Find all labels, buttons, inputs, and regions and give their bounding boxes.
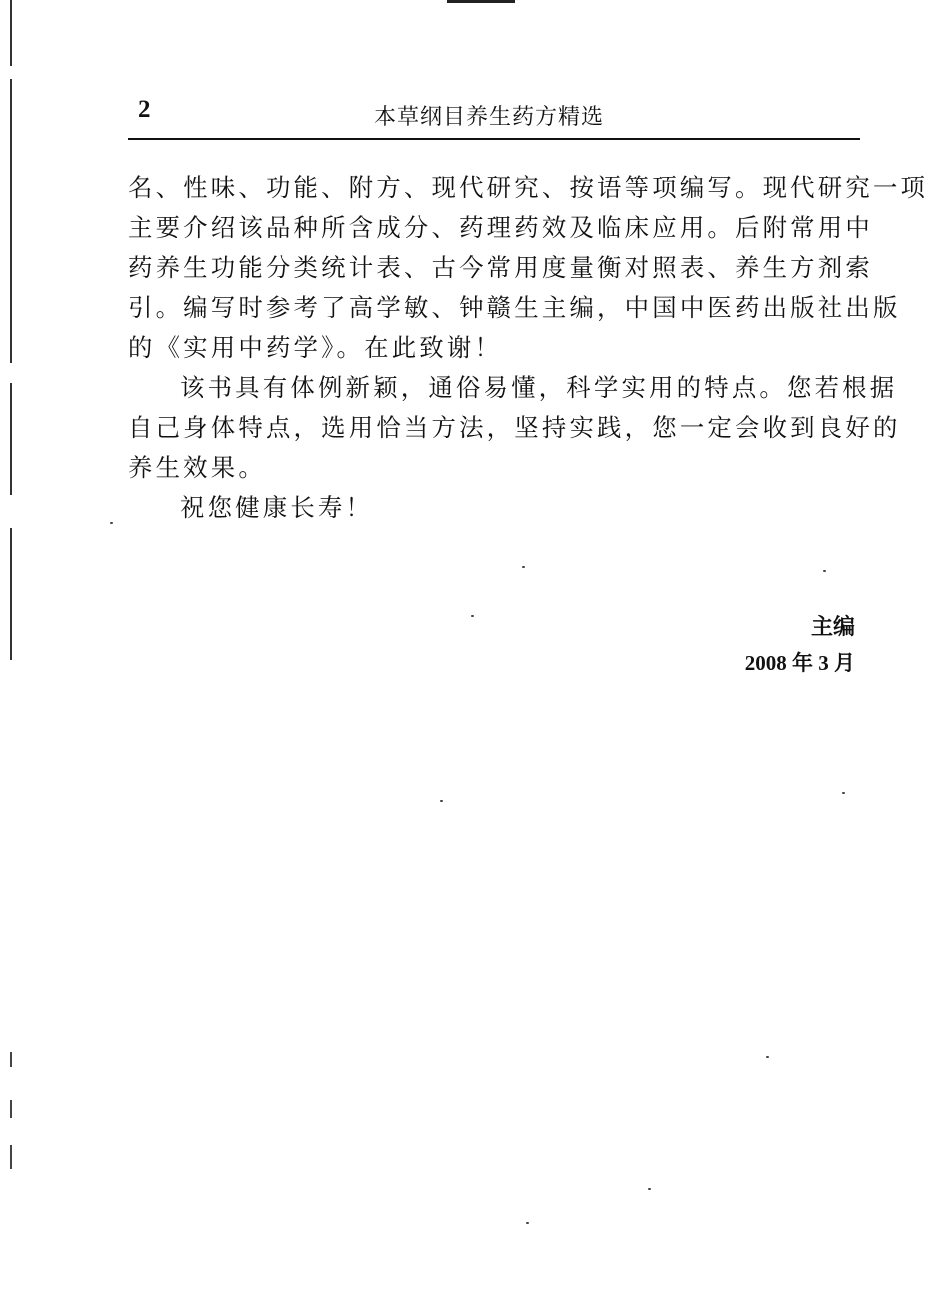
text-line: 祝您健康长寿！ — [180, 493, 374, 522]
text-line: 名、性味、功能、附方、现代研究、按语等项编写。现代研究一项 — [128, 173, 929, 202]
text-line: 该书具有体例新颖，通俗易懂，科学实用的特点。您若根据 — [180, 373, 898, 402]
page-header — [128, 96, 860, 140]
page-number: 2 — [138, 96, 151, 123]
text-line: 主要介绍该品种所含成分、药理药效及临床应用。后附常用中 — [128, 213, 873, 242]
text-line: 养生效果。 — [128, 453, 266, 482]
scan-speck — [522, 566, 525, 568]
scan-edge-mark — [447, 0, 515, 3]
binding-edge-line — [10, 0, 12, 660]
scan-speck — [110, 522, 113, 524]
body-text — [128, 168, 929, 528]
running-title: 本草纲目养生药方精选 — [374, 105, 605, 130]
scan-speck — [766, 1056, 769, 1058]
scan-speck — [440, 800, 443, 802]
binding-edge-line-lower — [10, 1040, 12, 1190]
text-line: 自己身体特点，选用恰当方法，坚持实践，您一定会收到良好的 — [128, 413, 901, 442]
text-line: 药养生功能分类统计表、古今常用度量衡对照表、养生方剂索 — [128, 253, 873, 282]
scan-speck — [471, 615, 474, 617]
text-line: 引。编写时参考了高学敏、钟赣生主编，中国中医药出版社出版 — [128, 293, 901, 322]
scan-speck — [648, 1188, 651, 1190]
scan-speck — [842, 792, 845, 794]
scan-speck — [526, 1222, 529, 1224]
text-line: 的《实用中药学》。在此致谢！ — [128, 333, 503, 362]
signature-date: 2008 年 3 月 — [744, 651, 855, 675]
scan-speck — [823, 570, 826, 572]
signature-block — [745, 612, 855, 678]
editor-label: 主编 — [810, 614, 855, 640]
